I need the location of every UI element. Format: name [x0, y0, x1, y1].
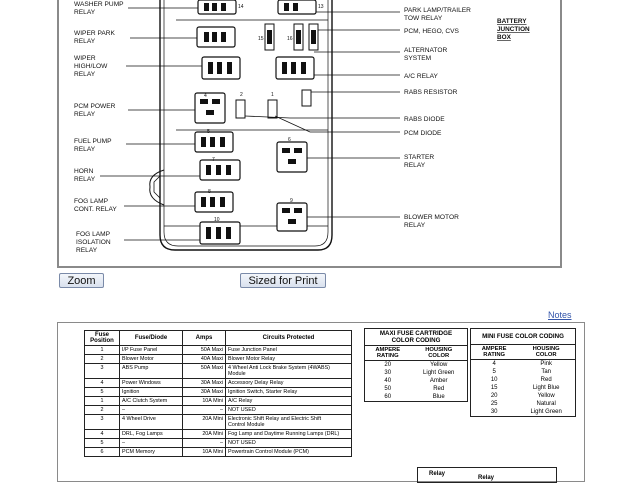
table-cell: Powertrain Control Module (PCM) — [226, 448, 352, 457]
table-cell: Yellow — [430, 362, 448, 368]
label-pcm-hego-cvs: PCM, HEGO, CVS — [404, 28, 459, 35]
table-cell: NOT USED — [226, 439, 352, 448]
svg-text:5: 5 — [207, 129, 210, 135]
table-cell: 3 — [85, 364, 120, 379]
relay-pcm-power[interactable] — [195, 93, 225, 123]
table-cell: PCM Memory — [120, 448, 183, 457]
table-cell: Fog Lamp and Daytime Running Lamps (DRL) — [226, 430, 352, 439]
table-cell: Light Green — [530, 409, 562, 415]
table-cell: Red — [540, 377, 552, 383]
label-blower-motor-relay: BLOWER MOTOR RELAY — [404, 214, 459, 229]
table-cell: – — [120, 439, 183, 448]
zoom-button[interactable]: Zoom — [59, 273, 104, 288]
table-cell: 50A Maxi — [183, 364, 226, 379]
fuse-table-header — [85, 331, 352, 346]
table-row — [85, 439, 352, 448]
fuse-15-16[interactable] — [258, 24, 318, 50]
table-cell: 1 — [85, 397, 120, 406]
table-cell: 25 — [490, 401, 498, 407]
relay-fog-lamp-isolation[interactable] — [200, 217, 240, 244]
label-starter-relay: STARTER RELAY — [404, 154, 435, 169]
label-rabs-diode: RABS DIODE — [404, 116, 445, 123]
table-cell: Blue — [432, 394, 445, 400]
svg-text:13: 13 — [318, 4, 324, 10]
table-row — [85, 448, 352, 457]
list-item — [471, 360, 575, 369]
table-cell: ABS Pump — [120, 364, 183, 379]
svg-text:10: 10 — [214, 217, 220, 223]
table-cell: Accessory Delay Relay — [226, 379, 352, 388]
relay-col-2: Relay — [478, 475, 495, 481]
label-wiper-park-relay: WIPER PARK RELAY — [74, 30, 115, 45]
table-cell: – — [183, 439, 226, 448]
table-cell: 5 — [85, 388, 120, 397]
table-row — [85, 364, 352, 379]
label-fog-lamp-isolation-relay: FOG LAMP ISOLATION RELAY — [76, 231, 111, 254]
table-cell: 2 — [85, 355, 120, 364]
table-cell: Ignition — [120, 388, 183, 397]
relay-fuel-pump[interactable] — [195, 129, 233, 152]
table-cell: Light Blue — [532, 385, 560, 391]
mini-col-ampere: AMPERE RATING — [471, 345, 517, 360]
maxi-title: MAXI FUSE CARTRIDGE COLOR CODING — [365, 329, 467, 346]
list-item — [365, 393, 467, 401]
relay-table-header — [417, 467, 557, 483]
svg-text:15: 15 — [258, 36, 264, 42]
svg-text:6: 6 — [288, 137, 291, 143]
label-washer-pump-relay: WASHER PUMP RELAY — [74, 1, 124, 16]
table-cell: 50A Maxi — [183, 346, 226, 355]
fuse-header-cell: Fuse Position — [85, 331, 120, 346]
table-cell: Power Windows — [120, 379, 183, 388]
table-cell: 30A Maxi — [183, 388, 226, 397]
table-row — [85, 379, 352, 388]
table-cell: 30 — [490, 409, 498, 415]
maxi-col-color: HOUSING COLOR — [410, 346, 467, 361]
table-cell: 2 — [85, 406, 120, 415]
table-cell: 40A Maxi — [183, 355, 226, 364]
table-row — [85, 430, 352, 439]
list-item — [471, 376, 575, 384]
table-cell: 4 — [85, 430, 120, 439]
relay-starter[interactable] — [277, 137, 307, 172]
fuse-table — [84, 330, 352, 457]
label-pcm-diode: PCM DIODE — [404, 130, 442, 137]
table-cell: 4 — [85, 379, 120, 388]
relay-col-1: Relay — [429, 471, 446, 477]
svg-text:9: 9 — [290, 198, 293, 204]
table-row — [85, 355, 352, 364]
label-battery-junction-box: BATTERY JUNCTION BOX — [497, 18, 530, 41]
table-cell: Pink — [540, 361, 552, 367]
table-row — [85, 346, 352, 355]
table-row — [85, 406, 352, 415]
table-cell: 60 — [384, 394, 392, 400]
table-cell: Amber — [429, 378, 448, 384]
table-cell: Fuse Junction Panel — [226, 346, 352, 355]
mini-col-color: HOUSING COLOR — [517, 345, 575, 360]
table-cell: 1 — [85, 346, 120, 355]
table-cell: Natural — [536, 401, 556, 407]
table-cell: 3 — [85, 415, 120, 430]
mini-table — [471, 345, 575, 416]
label-pcm-power-relay: PCM POWER RELAY — [74, 103, 116, 118]
list-item — [365, 377, 467, 385]
svg-text:4: 4 — [204, 93, 207, 99]
table-cell: Electronic Shift Relay and Electric Shift Control Module — [226, 415, 352, 430]
table-cell: 50 — [384, 386, 392, 392]
label-rabs-resistor: RABS RESISTOR — [404, 89, 458, 96]
table-cell: 10A Mini — [183, 448, 226, 457]
table-row — [85, 397, 352, 406]
relay-blower-motor[interactable] — [277, 198, 307, 231]
table-cell: Tan — [541, 369, 551, 375]
table-cell: 20 — [490, 393, 498, 399]
table-cell: 10A Mini — [183, 397, 226, 406]
list-item — [471, 400, 575, 408]
table-row — [85, 415, 352, 430]
mini-title: MINI FUSE COLOR CODING — [471, 329, 575, 345]
table-cell: 40 — [384, 378, 392, 384]
table-cell: Ignition Switch, Starter Relay — [226, 388, 352, 397]
table-cell: 4 Wheel Drive — [120, 415, 183, 430]
table-cell: 30A Maxi — [183, 379, 226, 388]
table-cell: Blower Motor — [120, 355, 183, 364]
list-item — [471, 368, 575, 376]
table-cell: – — [120, 406, 183, 415]
maxi-table — [365, 346, 467, 401]
maxi-fuse-color-coding — [364, 328, 468, 402]
table-cell: 10 — [490, 377, 498, 383]
table-cell: Red — [433, 386, 445, 392]
table-cell: 30 — [384, 370, 392, 376]
sized-for-print-button[interactable]: Sized for Print — [240, 273, 326, 288]
maxi-col-ampere: AMPERE RATING — [365, 346, 410, 361]
table-cell: 4 Wheel Anti Lock Brake System (4WABS) Module — [226, 364, 352, 379]
label-park-lamp-trailer-relay: PARK LAMP/TRAILER TOW RELAY — [404, 7, 471, 22]
table-cell: 6 — [85, 448, 120, 457]
fuse-header-cell: Circuits Protected — [226, 331, 352, 346]
list-item — [365, 385, 467, 393]
rabs-diode-slots[interactable] — [236, 90, 311, 118]
table-cell: 15 — [490, 385, 498, 391]
relay-fog-lamp-cont[interactable] — [195, 189, 233, 212]
label-ac-relay: A/C RELAY — [404, 73, 438, 80]
label-wiper-high-low-relay: WIPER HIGH/LOW RELAY — [74, 55, 108, 78]
list-item — [471, 384, 575, 392]
table-cell: Light Green — [423, 370, 455, 376]
table-cell: 20 — [384, 362, 392, 368]
label-fog-lamp-cont-relay: FOG LAMP CONT. RELAY — [74, 198, 117, 213]
svg-text:16: 16 — [287, 36, 293, 42]
fuse-header-cell: Fuse/Diode — [120, 331, 183, 346]
table-cell: Blower Motor Relay — [226, 355, 352, 364]
table-cell: – — [183, 406, 226, 415]
relay-wiper-high-low[interactable] — [202, 57, 240, 79]
svg-text:8: 8 — [208, 189, 211, 195]
label-fuel-pump-relay: FUEL PUMP RELAY — [74, 138, 112, 153]
svg-text:2: 2 — [240, 92, 243, 98]
table-cell: A/C Relay — [226, 397, 352, 406]
table-cell: A/C Clutch System — [120, 397, 183, 406]
list-item — [365, 361, 467, 370]
table-cell: I/P Fuse Panel — [120, 346, 183, 355]
relay-alternator[interactable] — [276, 57, 314, 79]
table-cell: 20A Mini — [183, 415, 226, 430]
table-cell: Yellow — [537, 393, 555, 399]
table-row — [85, 388, 352, 397]
table-cell: NOT USED — [226, 406, 352, 415]
table-cell: DRL, Fog Lamps — [120, 430, 183, 439]
mini-fuse-color-coding — [470, 328, 576, 417]
list-item — [365, 369, 467, 377]
svg-text:14: 14 — [238, 4, 244, 10]
fuse-header-cell: Amps — [183, 331, 226, 346]
label-horn-relay: HORN RELAY — [74, 168, 96, 183]
notes-link[interactable]: Notes — [548, 310, 572, 320]
table-cell: 4 — [492, 361, 496, 367]
table-cell: 5 — [492, 369, 496, 375]
list-item — [471, 392, 575, 400]
relay-horn[interactable] — [200, 157, 240, 180]
list-item — [471, 408, 575, 416]
table-cell: 5 — [85, 439, 120, 448]
relay-14[interactable] — [198, 0, 244, 14]
label-alternator-system: ALTERNATOR SYSTEM — [404, 47, 448, 62]
svg-text:1: 1 — [271, 92, 274, 98]
relay-wiper-park[interactable] — [197, 27, 235, 47]
table-cell: 20A Mini — [183, 430, 226, 439]
svg-text:7: 7 — [212, 157, 215, 163]
